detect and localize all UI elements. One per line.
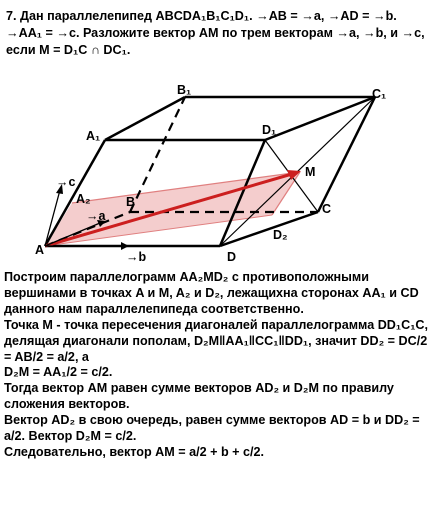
solution-line: Вектор AD₂ в свою очередь, равен сумме векторов AD = b и DD₂ = a/2. Вектор D₂M = c/2. — [4, 413, 420, 444]
label-a2: A₂ — [76, 192, 91, 206]
label-a1: A₁ — [86, 129, 101, 143]
label-m: M — [305, 165, 316, 179]
label-a: A — [35, 243, 45, 257]
label-b: B — [126, 195, 136, 209]
label-d2: D₂ — [273, 228, 288, 242]
edge-c-c1 — [318, 97, 375, 212]
label-d1: D₁ — [262, 123, 277, 137]
solution-line: Построим параллелограмм AA₂MD₂ с противоположными вершинами в точках A и M, A₂ и D₂, лежащихна сторонах AA₁ и CD данного нам параллелепипеда соответственно. — [4, 270, 419, 316]
parallelepiped-figure — [0, 80, 439, 270]
solution-line: D₂M = AA₁/2 = c/2. — [4, 365, 113, 380]
solution-line: Следовательно, вектор AM = a/2 + b + c/2. — [4, 444, 265, 459]
problem-statement: 7. Дан параллелепипед ABCDA₁B₁C₁D₁. →AB = →a, →AD = →b. →AA₁ = →c. Разложите вектор AM по трем векторам →a, →b, и →c, если M = D₁C ∩ DC₁. — [6, 9, 425, 57]
figure-svg — [0, 80, 439, 270]
solution-line: Тогда вектор AM равен сумме векторов AD₂ и D₂M по правилу сложения векторов. — [4, 381, 394, 412]
label-b1: B₁ — [177, 83, 192, 97]
solution-text — [4, 270, 436, 461]
solution-line: Точка M - точка пересечения диагоналей параллелограмма DD₁C₁C, делящая диагонали пополам, D₂M‖AA₁‖CC₁‖DD₁, значит DD₂ = DC/2 = AB/2 = a/2, а — [4, 317, 429, 364]
label-c: C — [322, 202, 332, 216]
edge-d1-c1 — [265, 97, 375, 140]
label-c1: C₁ — [372, 87, 387, 101]
label-vector-b: →b — [126, 250, 147, 264]
edge-a1-b1 — [105, 97, 185, 140]
vector-b-arrowhead — [121, 242, 129, 250]
label-vector-c: →c — [56, 175, 76, 189]
label-vector-a: →a — [86, 209, 106, 223]
label-d: D — [227, 250, 237, 264]
